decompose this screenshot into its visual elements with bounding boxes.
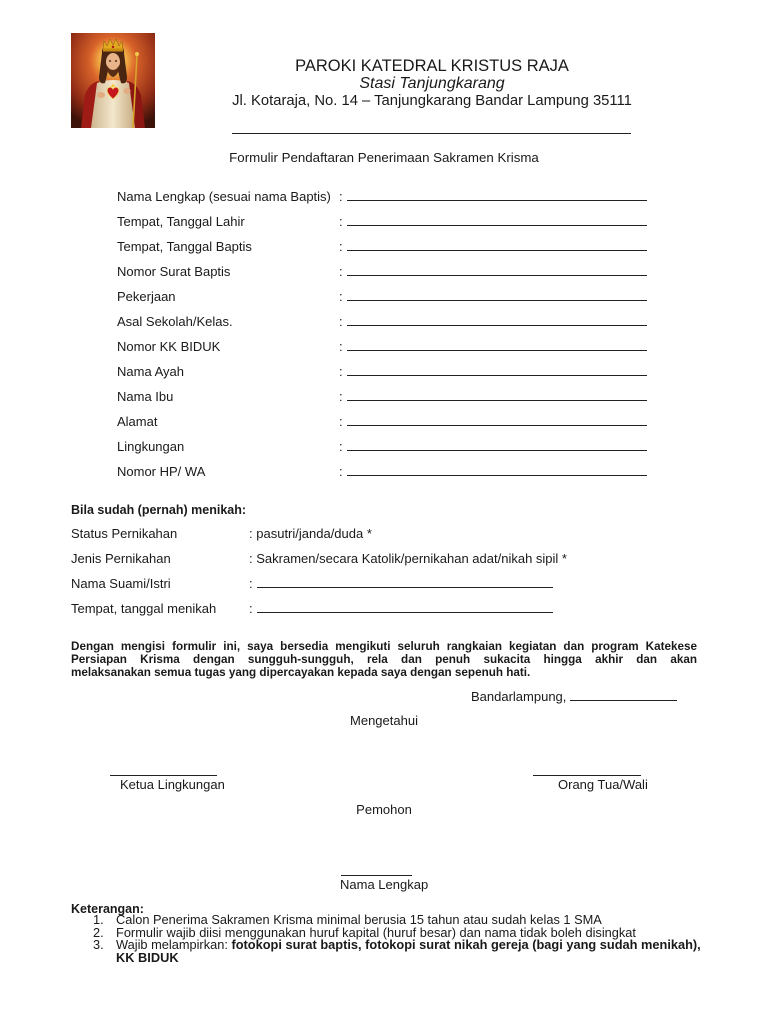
christ-the-king-image — [71, 33, 155, 128]
field-separator: : — [339, 439, 343, 454]
marriage-fields — [71, 526, 631, 626]
field-label: Nama Ayah — [117, 364, 184, 379]
fill-in-line — [347, 415, 647, 426]
field-separator: : — [249, 526, 253, 541]
field-label: Nama Suami/Istri — [71, 576, 171, 591]
statement-line: Persiapan Krisma dengan sungguh-sungguh, rela dan penuh sukacita hingga akhir dan akan — [71, 653, 697, 666]
fill-in-line — [347, 190, 647, 201]
field-row-baptism-place-date — [117, 239, 657, 264]
acknowledged-label: Mengetahui — [350, 713, 418, 728]
parish-name: PAROKI KATEDRAL KRISTUS RAJA — [295, 57, 569, 75]
applicant-label: Pemohon — [356, 802, 412, 817]
field-separator: : — [339, 389, 343, 404]
fill-in-line — [257, 577, 553, 588]
field-separator: : — [339, 239, 343, 254]
field-separator: : — [339, 464, 343, 479]
field-row-phone — [117, 464, 657, 489]
field-label: Jenis Pernikahan — [71, 551, 171, 566]
place-date-line — [471, 689, 677, 705]
field-separator: : — [339, 289, 343, 304]
field-label: Asal Sekolah/Kelas. — [117, 314, 233, 329]
applicant-signature-line — [341, 875, 412, 876]
note-bold-text: fotokopi surat baptis, fotokopi surat nikah gereja (bagi yang sudah menikah), KK BIDUK — [116, 937, 701, 966]
field-row-address — [117, 414, 657, 439]
commitment-statement — [71, 640, 697, 679]
field-row-marriage-place-date — [71, 601, 631, 626]
field-label: Tempat, tanggal menikah — [71, 601, 217, 616]
list-number: 2. — [93, 924, 104, 940]
field-label: Pekerjaan — [117, 289, 176, 304]
field-row-birth-place-date — [117, 214, 657, 239]
field-separator: : — [339, 264, 343, 279]
field-label: Tempat, Tanggal Baptis — [117, 239, 252, 254]
fill-in-line — [347, 315, 647, 326]
field-row-mother-name — [117, 389, 657, 414]
personal-fields — [117, 189, 657, 489]
station-name: Stasi Tanjungkarang — [359, 75, 505, 92]
field-row-neighborhood — [117, 439, 657, 464]
notes-list — [93, 914, 716, 965]
date-fill-in-line — [570, 690, 677, 701]
marital-status-options: pasutri/janda/duda * — [256, 526, 372, 541]
statement-line: melaksanakan semua tugas yang dipercayakan kepada saya dengan sepenuh hati. — [71, 666, 531, 679]
field-row-occupation — [117, 289, 657, 314]
field-row-family-card-number — [117, 339, 657, 364]
notes-heading: Keterangan: — [71, 902, 144, 916]
field-label: Nomor HP/ WA — [117, 464, 206, 479]
marriage-type-options: Sakramen/secara Katolik/pernikahan adat/nikah sipil * — [256, 551, 567, 566]
list-number: 1. — [93, 912, 104, 927]
marriage-section-heading: Bila sudah (pernah) menikah: — [71, 503, 247, 517]
field-label: Tempat, Tanggal Lahir — [117, 214, 245, 229]
field-row-spouse-name — [71, 576, 631, 601]
field-row-father-name — [117, 364, 657, 389]
fill-in-line — [347, 390, 647, 401]
left-signature-line — [110, 775, 217, 776]
field-separator: : — [339, 364, 343, 379]
fill-in-line — [347, 365, 647, 376]
note-text: Wajib melampirkan: — [116, 937, 228, 953]
list-item — [93, 939, 716, 964]
field-label: Status Pernikahan — [71, 526, 178, 541]
field-separator: : — [249, 601, 253, 616]
header-divider — [232, 133, 631, 134]
field-label: Lingkungan — [117, 439, 185, 454]
form-title: Formulir Pendaftaran Penerimaan Sakramen Krisma — [229, 150, 539, 165]
right-signer-label: Orang Tua/Wali — [558, 777, 648, 792]
field-separator: : — [339, 314, 343, 329]
fill-in-line — [347, 240, 647, 251]
field-separator: : — [249, 576, 253, 591]
place-label: Bandarlampung, — [471, 689, 567, 704]
fill-in-line — [347, 215, 647, 226]
fill-in-line — [347, 465, 647, 476]
list-number: 3. — [93, 937, 104, 953]
applicant-name-label: Nama Lengkap — [340, 877, 429, 892]
field-separator: : — [339, 214, 343, 229]
left-signer-label: Ketua Lingkungan — [120, 777, 225, 792]
field-row-baptism-certificate-number — [117, 264, 657, 289]
fill-in-line — [347, 265, 647, 276]
field-separator: : — [339, 339, 343, 354]
note-text: Calon Penerima Sakramen Krisma minimal berusia 15 tahun atau sudah kelas 1 SMA — [116, 912, 602, 927]
field-label: Nama Ibu — [117, 389, 174, 404]
field-row-school-class — [117, 314, 657, 339]
field-separator: : — [339, 189, 343, 204]
field-separator: : — [249, 551, 253, 566]
fill-in-line — [257, 602, 553, 613]
field-row-full-name — [117, 189, 657, 214]
fill-in-line — [347, 440, 647, 451]
parish-address: Jl. Kotaraja, No. 14 – Tanjungkarang Bandar Lampung 35111 — [232, 93, 632, 109]
right-signature-line — [533, 775, 641, 776]
fill-in-line — [347, 340, 647, 351]
field-row-marriage-type — [71, 551, 631, 576]
fill-in-line — [347, 290, 647, 301]
statement-line: Dengan mengisi formulir ini, saya bersedia mengikuti seluruh rangkaian kegiatan dan program Katekese — [71, 640, 697, 653]
field-label: Nomor KK BIDUK — [117, 339, 221, 354]
field-row-marital-status — [71, 526, 631, 551]
field-label: Alamat — [117, 414, 158, 429]
field-separator: : — [339, 414, 343, 429]
note-text: Formulir wajib diisi menggunakan huruf kapital (huruf besar) dan nama tidak boleh disingkat — [116, 924, 636, 940]
field-label: Nomor Surat Baptis — [117, 264, 231, 279]
field-label: Nama Lengkap (sesuai nama Baptis) — [117, 189, 331, 204]
